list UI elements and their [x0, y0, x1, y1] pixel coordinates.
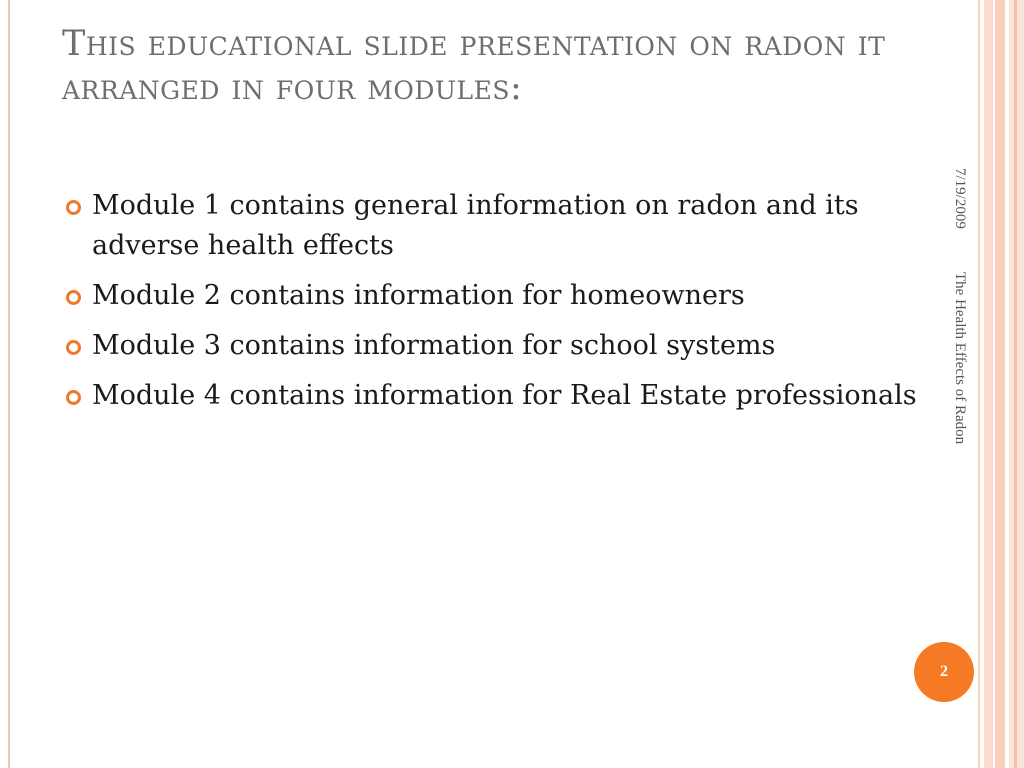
bullet-item-module-3 [64, 326, 934, 366]
bullet-text: Module 1 contains general information on radon and its adverse health effects [92, 190, 859, 261]
decorative-stripe [1014, 0, 1017, 768]
slide-date: 7/19/2009 [952, 168, 968, 229]
left-border-line [8, 0, 10, 768]
decorative-stripe [995, 0, 1005, 768]
slide-footer: The Health Effects of Radon [952, 272, 968, 445]
slide-title: This educational slide presentation on radon it arranged in four modules: [62, 24, 886, 108]
circle-bullet-icon [66, 390, 81, 405]
bullet-item-module-1 [64, 186, 934, 266]
circle-bullet-icon [66, 340, 81, 355]
circle-bullet-icon [66, 290, 81, 305]
bullet-text: Module 4 contains information for Real Estate professionals [92, 380, 917, 411]
bullet-list [64, 186, 934, 426]
bullet-item-module-2 [64, 276, 934, 316]
page-number: 2 [940, 663, 948, 680]
circle-bullet-icon [66, 200, 81, 215]
bullet-text: Module 3 contains information for school systems [92, 330, 776, 361]
bullet-text: Module 2 contains information for homeowners [92, 280, 745, 311]
decorative-stripe [978, 0, 980, 768]
page-number-badge [914, 642, 974, 702]
decorative-stripe [984, 0, 993, 768]
bullet-item-module-4 [64, 376, 934, 416]
